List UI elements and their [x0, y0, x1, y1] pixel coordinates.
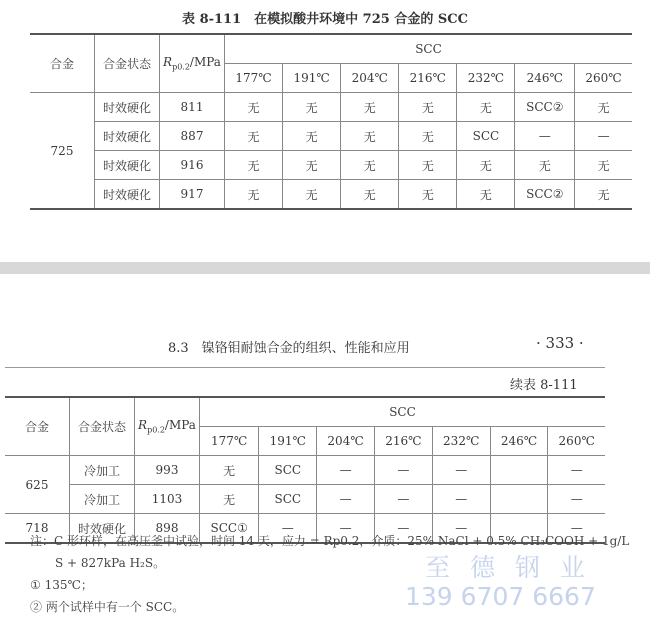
cell-scc: 无 — [341, 122, 399, 151]
header-temp: 216℃ — [375, 427, 433, 456]
header-state: 合金状态 — [95, 34, 160, 93]
cell-scc: 无 — [399, 180, 457, 210]
cell-scc: — — [432, 514, 490, 544]
cell-rp: 887 — [160, 122, 225, 151]
cell-scc — [490, 456, 548, 485]
cell-state: 时效硬化 — [95, 122, 160, 151]
page-number: · 333 · — [536, 334, 584, 352]
cell-scc: 无 — [399, 151, 457, 180]
cell-scc: 无 — [200, 456, 259, 485]
header-temp: 246℃ — [490, 427, 548, 456]
watermark-phone: 139 6707 6667 — [405, 582, 596, 611]
cell-state: 冷加工 — [70, 485, 135, 514]
header-temp: 260℃ — [548, 427, 605, 456]
cell-scc: 无 — [225, 180, 283, 210]
cell-scc: — — [515, 122, 575, 151]
header-rp: $R_{p0.2}$/MPa — [160, 34, 225, 93]
table-row — [5, 456, 605, 485]
cell-scc: 无 — [283, 151, 341, 180]
cell-state: 冷加工 — [70, 456, 135, 485]
cell-scc: 无 — [575, 151, 632, 180]
cell-scc: 无 — [399, 93, 457, 122]
cell-scc: — — [375, 456, 433, 485]
cell-scc: — — [375, 514, 433, 544]
header-temp: 246℃ — [515, 64, 575, 93]
watermark-name: 至 德 钢 业 — [425, 553, 591, 582]
cell-scc: 无 — [575, 180, 632, 210]
cell-scc: 无 — [457, 180, 515, 210]
cell-scc: 无 — [341, 180, 399, 210]
table-row — [30, 122, 632, 151]
cell-scc: SCC — [259, 485, 317, 514]
scc-table-725 — [30, 33, 632, 210]
table-row — [5, 485, 605, 514]
cell-scc: — — [548, 456, 605, 485]
scc-table-continued — [5, 396, 605, 544]
header-temp: 216℃ — [399, 64, 457, 93]
header-rule — [5, 367, 605, 368]
header-temp: 260℃ — [575, 64, 632, 93]
cell-scc: 无 — [283, 180, 341, 210]
header-state: 合金状态 — [70, 397, 135, 456]
cell-scc: 无 — [283, 93, 341, 122]
cell-scc: SCC② — [515, 93, 575, 122]
cell-scc: SCC① — [200, 514, 259, 544]
cell-scc: 无 — [225, 93, 283, 122]
table-row — [30, 180, 632, 210]
cell-scc: 无 — [283, 122, 341, 151]
cell-rp: 917 — [160, 180, 225, 210]
note-2: ② 两个试样中有一个 SCC。 — [30, 600, 185, 614]
header-temp: 177℃ — [225, 64, 283, 93]
cell-scc: — — [432, 485, 490, 514]
page-divider — [0, 262, 650, 274]
cell-scc: — — [548, 514, 605, 544]
cell-state: 时效硬化 — [95, 151, 160, 180]
cell-alloy: 718 — [5, 514, 70, 544]
cell-scc: — — [375, 485, 433, 514]
header-temp: 204℃ — [341, 64, 399, 93]
note-1: ① 135℃； — [30, 578, 93, 592]
cell-scc: — — [317, 485, 375, 514]
cell-rp: 898 — [135, 514, 200, 544]
cell-rp: 1103 — [135, 485, 200, 514]
cell-scc: 无 — [515, 151, 575, 180]
cell-scc: 无 — [575, 93, 632, 122]
cell-state: 时效硬化 — [95, 180, 160, 210]
cell-scc — [490, 485, 548, 514]
cell-scc: 无 — [200, 485, 259, 514]
cell-scc: 无 — [399, 122, 457, 151]
cell-scc: 无 — [225, 122, 283, 151]
cell-scc: SCC② — [515, 180, 575, 210]
cell-scc: — — [259, 514, 317, 544]
note-main: 注：C 形环样，在高压釜中试验，时间 14 天，应力 = Rp0.2，介质：25% NaCl + 0.5% CH₃COOH + 1g/L — [30, 534, 630, 548]
continued-label: 续表 8-111 — [510, 378, 578, 393]
cell-scc: — — [317, 514, 375, 544]
section-header: 8.3 镍铬钼耐蚀合金的组织、性能和应用 — [168, 341, 410, 356]
header-alloy: 合金 — [30, 34, 95, 93]
header-rp: $R_{p0.2}$/MPa — [135, 397, 200, 456]
cell-scc: — — [548, 485, 605, 514]
header-temp: 232℃ — [432, 427, 490, 456]
header-alloy: 合金 — [5, 397, 70, 456]
cell-rp: 916 — [160, 151, 225, 180]
cell-scc: SCC — [259, 456, 317, 485]
header-temp: 177℃ — [200, 427, 259, 456]
table-row — [30, 93, 632, 122]
cell-scc: SCC — [457, 122, 515, 151]
cell-scc: — — [575, 122, 632, 151]
header-scc: SCC — [200, 397, 606, 427]
cell-scc: — — [317, 456, 375, 485]
cell-rp: 811 — [160, 93, 225, 122]
cell-alloy: 625 — [5, 456, 70, 514]
cell-alloy: 725 — [30, 93, 95, 210]
cell-scc: — — [432, 456, 490, 485]
cell-scc: 无 — [457, 151, 515, 180]
cell-scc: 无 — [341, 93, 399, 122]
cell-state: 时效硬化 — [95, 93, 160, 122]
cell-scc: 无 — [457, 93, 515, 122]
header-scc: SCC — [225, 34, 633, 64]
cell-state: 时效硬化 — [70, 514, 135, 544]
table-title: 表 8-111 在模拟酸井环境中 725 合金的 SCC — [182, 12, 468, 27]
header-temp: 204℃ — [317, 427, 375, 456]
cell-scc: 无 — [225, 151, 283, 180]
header-temp: 232℃ — [457, 64, 515, 93]
note-cont: S + 827kPa H₂S。 — [55, 556, 166, 570]
header-temp: 191℃ — [283, 64, 341, 93]
header-temp: 191℃ — [259, 427, 317, 456]
cell-rp: 993 — [135, 456, 200, 485]
cell-scc: 无 — [341, 151, 399, 180]
table-row — [30, 151, 632, 180]
